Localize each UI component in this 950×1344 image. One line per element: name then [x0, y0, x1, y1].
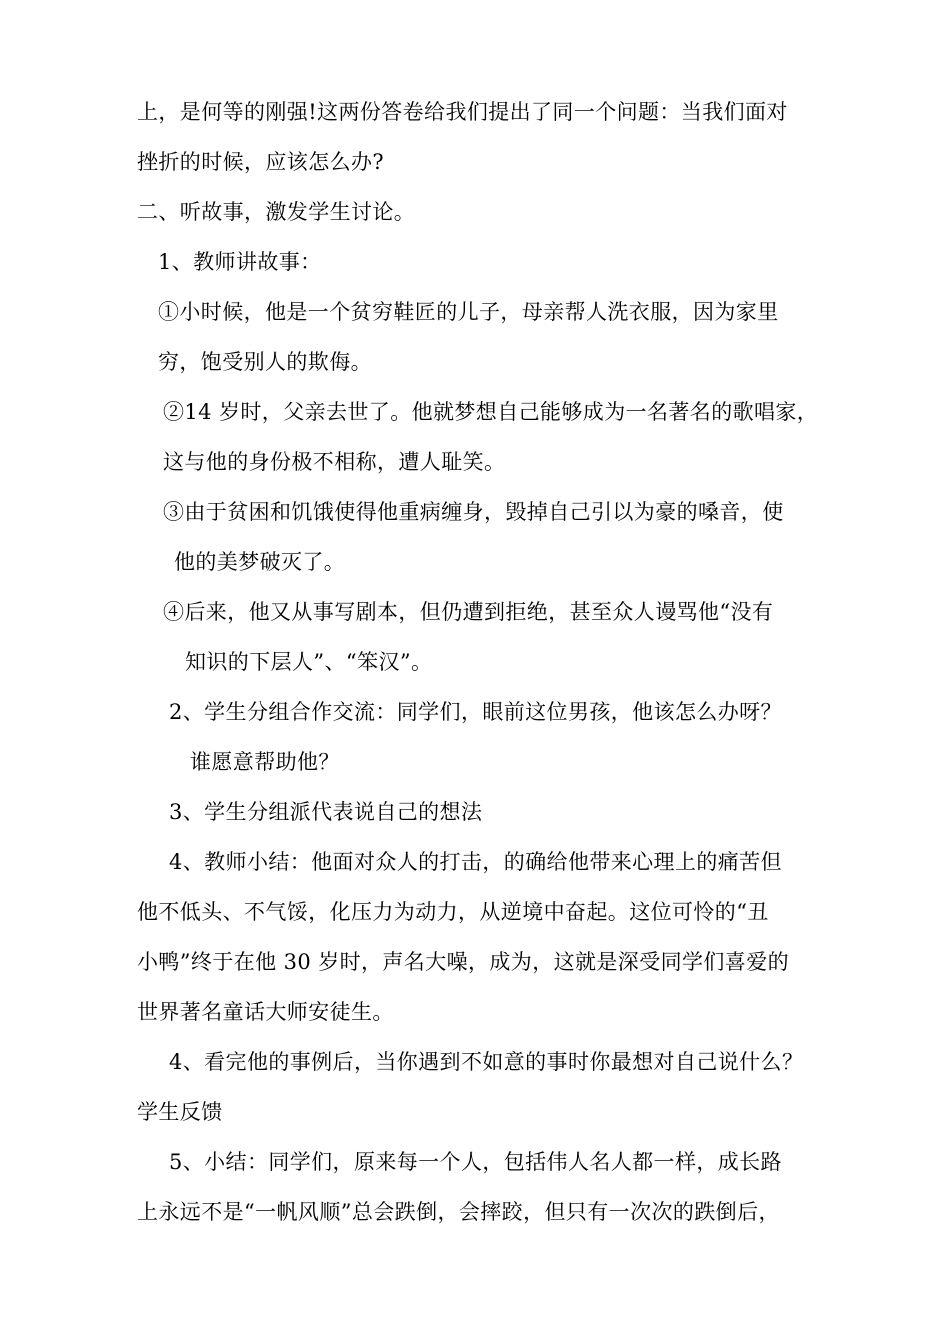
- text-line: ④后来，他又从事写剧本，但仍遭到拒绝，甚至众人谩骂他“没有: [163, 600, 774, 624]
- text-line: 这与他的身份极不相称，遭人耻笑。: [163, 450, 506, 474]
- text-line: 3、学生分组派代表说自己的想法: [169, 800, 483, 824]
- text-line: 4、教师小结：他面对众人的打击，的确给他带来心理上的痛苦但: [169, 850, 782, 874]
- text-line: 1、教师讲故事：: [158, 250, 322, 274]
- text-line: 5、小结：同学们，原来每一个人，包括伟人名人都一样，成长路: [169, 1150, 782, 1174]
- text-line: ①小时候，他是一个贫穷鞋匠的儿子，母亲帮人洗衣服，因为家里: [158, 300, 779, 324]
- text-line: 4、看完他的事例后，当你遇到不如意的事时你最想对自己说什么？: [169, 1050, 804, 1074]
- text-line: 穷，饱受别人的欺侮。: [158, 350, 372, 374]
- text-line: 他的美梦破灭了。: [174, 550, 346, 574]
- text-line: 学生反馈: [137, 1100, 223, 1124]
- text-line: 他不低头、不气馁，化压力为动力，从逆境中奋起。这位可怜的“丑: [137, 900, 769, 924]
- text-line: ②14 岁时，父亲去世了。他就梦想自己能够成为一名著名的歌唱家，: [163, 400, 819, 424]
- text-line: 小鸭”终于在他 30 岁时，声名大噪，成为，这就是深受同学们喜爱的: [137, 950, 790, 974]
- text-line: 挫折的时候，应该怎么办?: [137, 150, 385, 174]
- text-line: 上永远不是“一帆风顺”总会跌倒，会摔跤，但只有一次次的跌倒后，: [137, 1200, 780, 1224]
- text-line: 上，是何等的刚强!这两份答卷给我们提出了同一个问题：当我们面对: [137, 100, 788, 124]
- text-line: 谁愿意帮助他？: [190, 750, 340, 774]
- text-line: ③由于贫困和饥饿使得他重病缠身，毁掉自己引以为豪的嗓音，使: [163, 500, 784, 524]
- text-line: 知识的下层人”、“笨汉”。: [185, 650, 433, 674]
- text-line: 2、学生分组合作交流：同学们，眼前这位男孩，他该怎么办呀？: [169, 700, 782, 724]
- section-heading: 二、听故事，激发学生讨论。: [137, 200, 416, 224]
- text-line: 世界著名童话大师安徒生。: [137, 1000, 394, 1024]
